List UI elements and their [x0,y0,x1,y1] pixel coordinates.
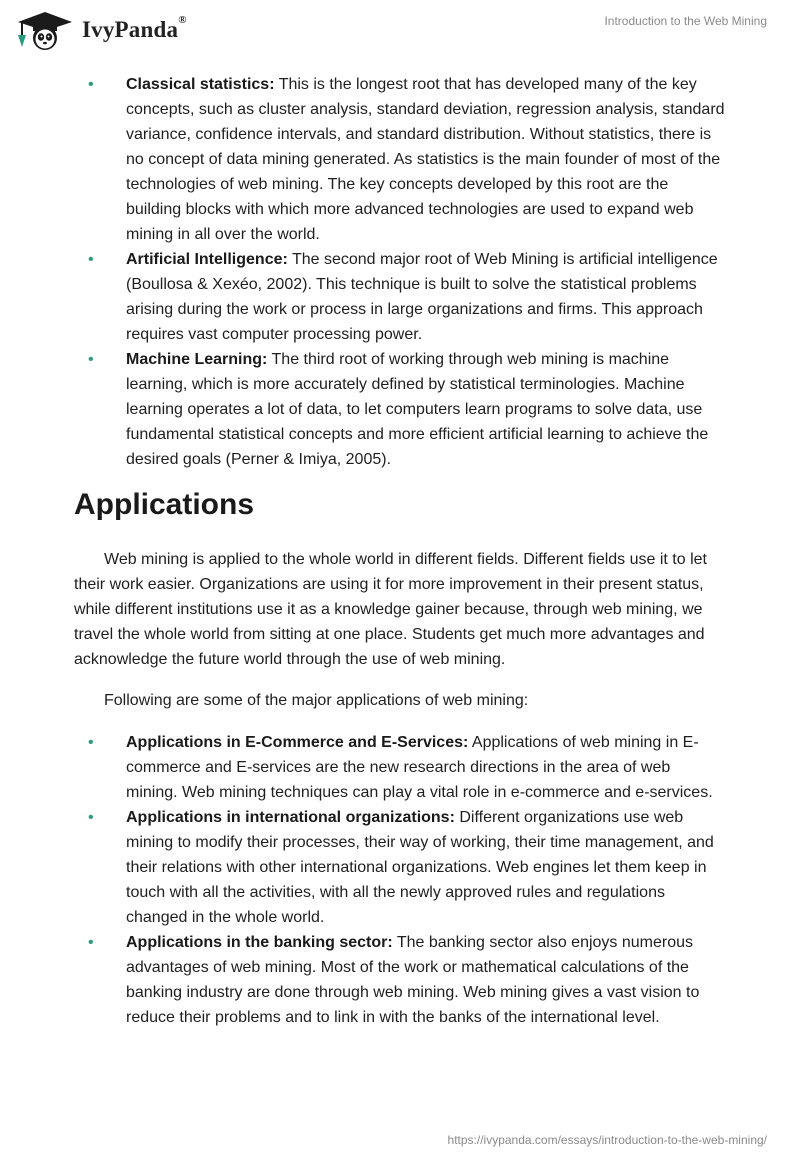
bullet-dot-icon: • [88,809,94,826]
list-item [0,247,726,347]
intro-paragraph: Following are some of the major applications of web mining: [104,692,529,709]
bullet-dot-icon: • [88,734,94,751]
list-item-text: The second major root of Web Mining is artificial intelligence (Boullosa & Xexéo, 2002). This technique is built to solve the statistical problems arising during the work or process in large organizations and firms. This approach requires vast computer processing power. [126,251,718,343]
list-item [0,730,726,805]
list-item [0,72,726,247]
bullet-dot-icon: • [88,934,94,951]
list-item [0,805,726,930]
roots-list [0,72,800,472]
bullet-dot-icon: • [88,351,94,368]
list-item-text: The third root of working through web mining is machine learning, which is more accurately defined by statistical terminologies. Machine learning operates a lot of data, to let computers learn programs to solve data, use fundamental statistical concepts and more efficient artificial learning to achieve the desired goals (Perner & Imiya, 2005). [126,351,709,468]
list-item-text: Applications of web mining in E-commerce and E-services are the new research directions in the area of web mining. Web mining techniques can play a vital role in e-commerce and e-services. [126,734,713,801]
list-item-term: Applications in the banking sector: [126,934,393,951]
applications-list [0,730,800,1030]
list-item [0,930,726,1030]
source-url[interactable]: https://ivypanda.com/essays/introduction-to-the-web-mining/ [447,1133,767,1147]
list-item [0,347,726,472]
bullet-dot-icon: • [88,251,94,268]
ivypanda-logo[interactable] [14,9,187,51]
list-item-term: Applications in international organizations: [126,809,455,826]
list-item-term: Machine Learning: [126,351,268,368]
page-header [0,0,800,60]
body-paragraph: Web mining is applied to the whole world in different fields. Different fields use it to let their work easier. Organizations are using it for more improvement in their present status, while different institutions use it as a knowledge gainer because, through web mining, we travel the whole world from sitting at one place. Students get much more advantages and acknowledge the future world through the use of web mining. [74,551,707,668]
section-heading: Applications [74,488,255,521]
list-item-term: Artificial Intelligence: [126,251,288,268]
list-item-text: The banking sector also enjoys numerous advantages of web mining. Most of the work or mathematical calculations of the banking industry are done through web mining. Web mining gives a vast vision to reduce their problems and to link in with the banks of the international level. [126,934,700,1026]
bullet-dot-icon: • [88,76,94,93]
list-item-term: Applications in E-Commerce and E-Services: [126,734,469,751]
panda-graduate-icon [14,9,76,51]
list-item-text: Different organizations use web mining to modify their processes, their way of working, their time management, and their relations with other international organizations. Web engines let them keep in touch with all the activities, with all the newly approved rules and regulations changed in the whole world. [126,809,714,926]
document-title: Introduction to the Web Mining [604,14,767,28]
registered-mark: ® [178,14,187,26]
brand-name [82,14,187,43]
list-item-text: This is the longest root that has developed many of the key concepts, such as cluster analysis, standard deviation, regression analysis, standard variance, confidence intervals, and standard distribution. Without statistics, there is no concept of data mining generated. As statistics is the main founder of most of the technologies of web mining. The key concepts developed by this root are the building blocks with which more advanced technologies are used to expand web mining in all over the world. [126,76,725,243]
list-item-term: Classical statistics: [126,76,275,93]
brand-text: IvyPanda [82,17,179,42]
